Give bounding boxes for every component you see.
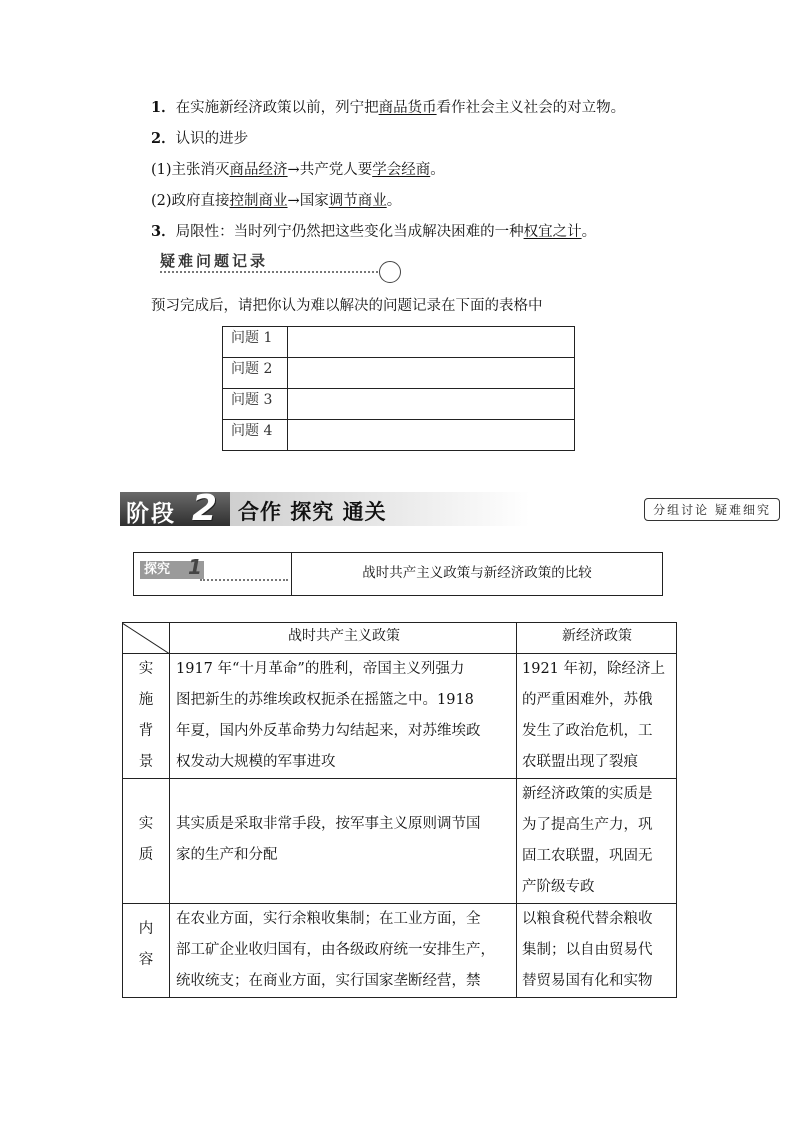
item-number: 2． <box>151 130 176 147</box>
cell-line: 其实质是采取非常手段，按军事主义原则调节国 <box>176 816 481 832</box>
cell-line: 替贸易国有化和实物 <box>522 973 653 989</box>
cell-line: 为了提高生产力，巩 <box>522 817 653 833</box>
cell-war-communism <box>170 904 517 998</box>
table-row <box>123 654 677 779</box>
row-header-char: 景 <box>138 754 154 770</box>
diagonal-corner-cell <box>123 623 170 654</box>
question-answer-cell[interactable] <box>288 327 575 358</box>
instruction-text: 预习完成后，请把你认为难以解决的问题记录在下面的表格中 <box>151 298 543 314</box>
question-label: 问题 4 <box>223 420 288 451</box>
table-row <box>123 779 677 904</box>
cell-war-communism <box>170 654 517 779</box>
answer-underlined: 权宜之计 <box>523 224 582 240</box>
item-text: 看作社会主义社会的对立物。 <box>436 100 626 116</box>
item-text: 在实施新经济政策以前，列宁把 <box>175 100 379 116</box>
cell-war-communism <box>170 779 517 904</box>
item-number: 1． <box>151 99 176 116</box>
stage-number: 2 <box>192 488 218 529</box>
answer-underlined: 学会经商 <box>372 162 431 178</box>
sub-item-1 <box>151 160 445 180</box>
question-table <box>222 326 575 451</box>
item-text: 。 <box>581 224 597 240</box>
stage-word: 阶段 <box>126 501 176 527</box>
row-header-char: 实 <box>138 816 154 832</box>
stage-tag: 分组讨论 疑难细究 <box>644 498 780 521</box>
explore-badge-cell <box>134 553 292 595</box>
row-header-char: 背 <box>138 723 154 739</box>
column-header: 战时共产主义政策 <box>170 623 517 654</box>
item-2 <box>151 129 248 149</box>
item-text: 。 <box>386 193 402 209</box>
cell-line: 家的生产和分配 <box>176 847 278 863</box>
explore-badge: 探究 <box>140 561 204 579</box>
cell-line: 在农业方面，实行余粮收集制；在工业方面，全 <box>176 911 481 927</box>
cell-nep <box>517 779 677 904</box>
cell-line: 年夏，国内外反革命势力勾结起来，对苏维埃政 <box>176 723 481 739</box>
row-header-char: 容 <box>138 952 154 968</box>
question-answer-cell[interactable] <box>288 389 575 420</box>
question-answer-cell[interactable] <box>288 420 575 451</box>
explore-number: 1 <box>188 555 202 579</box>
answer-underlined: 控制商业 <box>229 193 288 209</box>
answer-underlined: 商品货币 <box>378 100 437 116</box>
cell-line: 以粮食税代替余粮收 <box>522 911 653 927</box>
cell-nep <box>517 654 677 779</box>
cell-line: 1917 年“十月革命”的胜利，帝国主义列强力 <box>176 661 465 677</box>
explore-title: 战时共产主义政策与新经济政策的比较 <box>362 565 592 581</box>
cell-line: 农联盟出现了裂痕 <box>522 754 638 770</box>
item-3 <box>151 222 596 242</box>
row-header-char: 实 <box>138 661 154 677</box>
cell-line: 部工矿企业收归国有，由各级政府统一安排生产， <box>176 942 495 958</box>
cell-line: 集制；以自由贸易代 <box>522 942 653 958</box>
item-text: 。 <box>430 162 445 178</box>
row-header-char: 内 <box>138 921 154 937</box>
item-text: (2)政府直接 <box>151 193 230 209</box>
row-header <box>123 904 170 998</box>
table-row <box>123 904 677 998</box>
table-row <box>223 327 575 358</box>
question-label: 问题 3 <box>223 389 288 420</box>
item-text: →国家 <box>287 193 329 209</box>
header-circle-icon <box>379 261 401 283</box>
item-text: 认识的进步 <box>175 131 249 147</box>
comparison-table <box>122 622 677 998</box>
explore-dotted-line <box>200 579 288 581</box>
table-row <box>223 358 575 389</box>
question-label: 问题 1 <box>223 327 288 358</box>
cell-line: 权发动大规模的军事进攻 <box>176 754 336 770</box>
question-answer-cell[interactable] <box>288 358 575 389</box>
cell-line: 发生了政治危机，工 <box>522 723 653 739</box>
answer-underlined: 调节商业 <box>328 193 387 209</box>
item-text: (1)主张消灭 <box>151 162 230 178</box>
row-header-char: 质 <box>138 847 154 863</box>
table-row <box>223 389 575 420</box>
table-row <box>223 420 575 451</box>
cell-line: 新经济政策的实质是 <box>522 786 653 802</box>
item-text: 局限性：当时列宁仍然把这些变化当成解决困难的一种 <box>175 224 524 240</box>
cell-line: 的严重困难外，苏俄 <box>522 692 653 708</box>
stage-banner <box>120 488 780 529</box>
table-header-row <box>123 623 677 654</box>
difficulty-header: 疑难问题记录 <box>160 252 269 270</box>
column-header: 新经济政策 <box>517 623 677 654</box>
row-header-char: 施 <box>138 692 154 708</box>
stage-title: 合作 探究 通关 <box>238 500 387 524</box>
sub-item-2 <box>151 191 401 211</box>
row-header <box>123 654 170 779</box>
answer-underlined: 商品经济 <box>229 162 288 178</box>
cell-line: 图把新生的苏维埃政权扼杀在摇篮之中。1918 <box>176 692 474 708</box>
item-1 <box>151 98 625 118</box>
item-number: 3． <box>151 223 176 240</box>
cell-line: 1921 年初，除经济上 <box>522 661 666 677</box>
cell-line: 产阶级专政 <box>522 879 595 895</box>
question-label: 问题 2 <box>223 358 288 389</box>
item-text: →共产党人要 <box>287 162 373 178</box>
cell-nep <box>517 904 677 998</box>
explore-header <box>133 552 663 596</box>
row-header <box>123 779 170 904</box>
cell-line: 固工农联盟，巩固无 <box>522 848 653 864</box>
header-dotted-line <box>160 271 382 273</box>
cell-line: 统收统支；在商业方面，实行国家垄断经营，禁 <box>176 973 481 989</box>
